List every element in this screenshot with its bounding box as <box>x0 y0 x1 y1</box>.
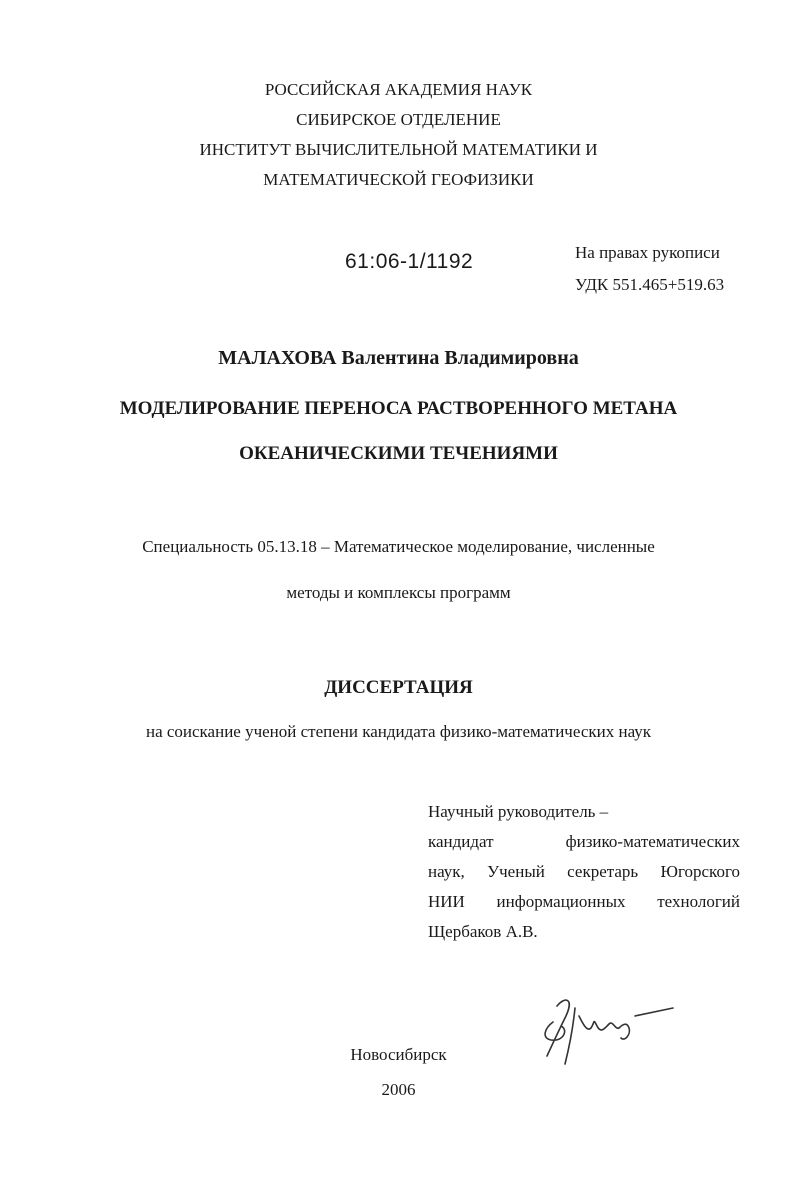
author-name: МАЛАХОВА Валентина Владимировна <box>218 347 579 369</box>
header-division: СИБИРСКОЕ ОТДЕЛЕНИЕ <box>296 110 501 129</box>
manuscript-rights: На правах рукописи <box>575 243 720 262</box>
document-type: ДИССЕРТАЦИЯ <box>324 677 473 698</box>
specialty-line2: методы и комплексы программ <box>286 583 511 602</box>
advisor-institute: НИИ информационных технологий <box>428 892 740 911</box>
year: 2006 <box>381 1080 416 1099</box>
header-academy: РОССИЙСКАЯ АКАДЕМИЯ НАУК <box>264 80 533 99</box>
specialty-line1: Специальность 05.13.18 – Математическое моделирование, численные <box>142 537 655 556</box>
degree-line: на соискание ученой степени кандидата физико-математических наук <box>145 722 652 741</box>
header-institute-cont: МАТЕМАТИЧЕСКОЙ ГЕОФИЗИКИ <box>263 170 534 189</box>
udk-code: УДК 551.465+519.63 <box>575 275 725 294</box>
archive-stamp: 61:06-1/1192 <box>345 250 474 273</box>
thesis-title-line1: МОДЕЛИРОВАНИЕ ПЕРЕНОСА РАСТВОРЕННОГО МЕТАНА <box>119 398 678 419</box>
city: Новосибирск <box>350 1045 447 1064</box>
advisor-name: Щербаков А.В. <box>428 922 538 941</box>
advisor-position: наук, Ученый секретарь Югорского <box>428 862 740 881</box>
advisor-label: Научный руководитель – <box>428 802 609 821</box>
thesis-title-line2: ОКЕАНИЧЕСКИМИ ТЕЧЕНИЯМИ <box>239 443 558 464</box>
advisor-degree: кандидат физико-математических <box>428 832 740 851</box>
advisor-block <box>428 800 740 950</box>
header-institute: ИНСТИТУТ ВЫЧИСЛИТЕЛЬНОЙ МАТЕМАТИКИ И <box>199 140 598 159</box>
